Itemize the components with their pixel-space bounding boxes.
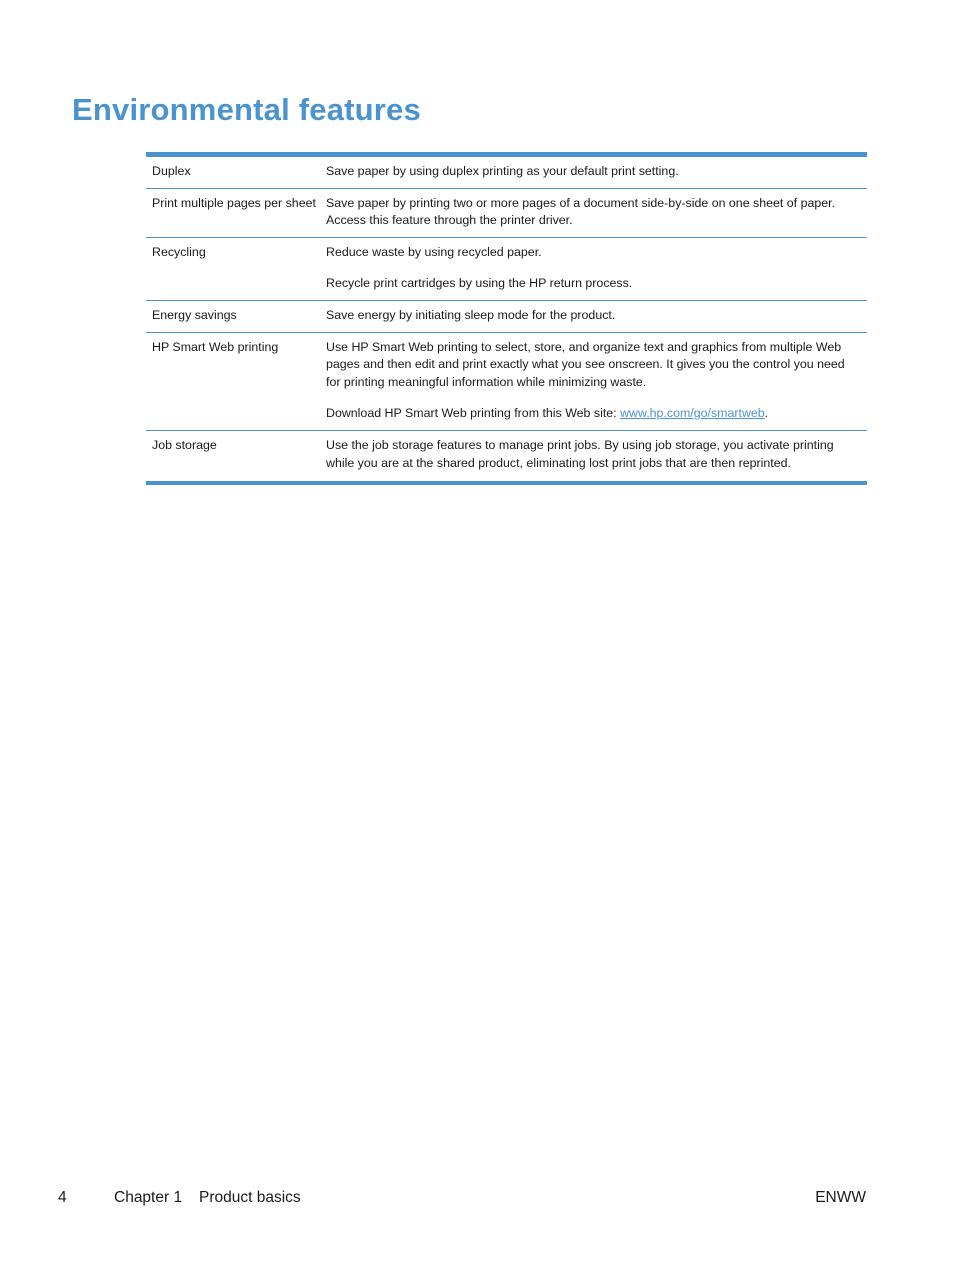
feature-name: Duplex	[152, 164, 191, 178]
table-row-energy-savings	[146, 301, 867, 333]
description-text: Save energy by initiating sleep mode for the product.	[326, 307, 616, 322]
feature-name: Print multiple pages per sheet	[152, 195, 316, 210]
feature-description	[326, 339, 867, 423]
description-text: Save paper by using duplex printing as your default print setting.	[326, 164, 679, 178]
description-text: Use the job storage features to manage print jobs. By using job storage, you activate printing while you are at the shared product, eliminating lost print jobs that are then reprinted.	[326, 437, 834, 470]
download-prefix: Download HP Smart Web printing from this Web site:	[326, 406, 621, 421]
download-suffix: .	[764, 406, 769, 421]
table-row-job-storage	[146, 431, 867, 481]
section-label: Product basics	[199, 1189, 301, 1206]
feature-name: Energy savings	[152, 307, 237, 322]
feature-name: Recycling	[152, 244, 206, 259]
feature-name: Job storage	[152, 437, 217, 452]
feature-description	[326, 163, 867, 181]
smartweb-link[interactable]: www.hp.com/go/smartweb	[620, 406, 765, 421]
table-row-duplex	[146, 157, 867, 189]
description-text: Save paper by printing two or more pages of a document side-by-side on one sheet of paper. Access this feature through the printer driver.	[326, 195, 836, 228]
description-text: Recycle print cartridges by using the HP return process.	[326, 276, 633, 291]
download-text	[326, 405, 857, 423]
page-title: Environmental features	[72, 92, 421, 127]
feature-name: HP Smart Web printing	[152, 339, 279, 354]
table-row-smart-web	[146, 333, 867, 431]
doc-code: ENWW	[815, 1189, 866, 1206]
features-table	[146, 152, 867, 485]
description-text: Reduce waste by using recycled paper.	[326, 244, 542, 259]
chapter-label: Chapter 1	[114, 1189, 183, 1206]
description-text: Use HP Smart Web printing to select, store, and organize text and graphics from multiple Web pages and then edit and print exactly what you see onscreen. It gives you the control you need for printing meaningful information while minimizing waste.	[326, 339, 845, 389]
feature-description	[326, 195, 867, 230]
page-footer	[0, 1189, 954, 1211]
table-row-multiple-pages	[146, 189, 867, 238]
feature-description	[326, 244, 867, 293]
page-number: 4	[58, 1189, 67, 1206]
feature-description	[326, 307, 867, 325]
feature-description	[326, 437, 867, 472]
table-row-recycling	[146, 238, 867, 301]
